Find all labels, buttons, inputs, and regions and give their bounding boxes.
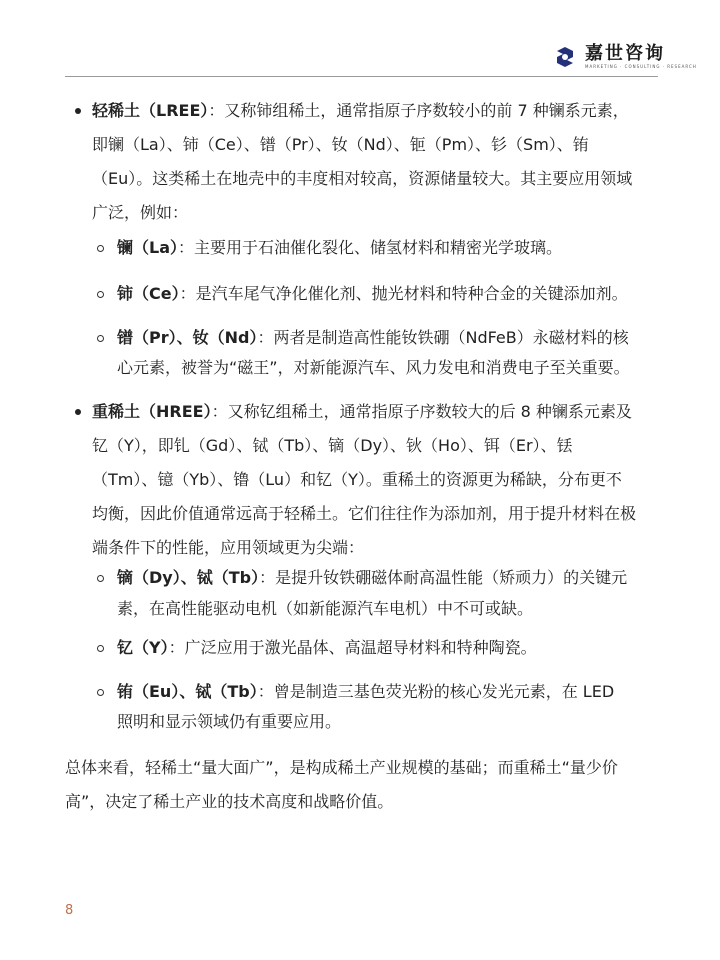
logo-name: 嘉世咨询	[585, 43, 665, 64]
sub-lead: 镨（Pr）、钕（Nd）	[117, 328, 258, 347]
hree-item	[92, 395, 636, 565]
circle-bullet-icon	[97, 335, 104, 342]
text-line: 均衡，因此价值通常远高于轻稀土。它们往往作为添加剂，用于提升材料在极	[92, 504, 637, 523]
text-line: ：曾是制造三基色荧光粉的核心发光元素，在 LED	[257, 682, 615, 701]
circle-bullet-icon	[97, 645, 104, 652]
sub-lead: 镝（Dy）、铽（Tb）	[117, 568, 260, 587]
text-line: 总体来看，轻稀土“量大面广”，是构成稀土产业规模的基础；而重稀土“量少价	[65, 758, 618, 777]
text-line: ：是提升钕铁硼磁体耐高温性能（矫顽力）的关键元	[259, 568, 628, 587]
sub-item-la	[117, 233, 562, 263]
text-line: 照明和显示领域仍有重要应用。	[117, 712, 342, 731]
text-line: ：又称钇组稀土，通常指原子序数较大的后 8 种镧系元素及	[211, 402, 632, 421]
summary-paragraph	[65, 751, 618, 819]
text-line: ：又称铈组稀土，通常指原子序数较小的前 7 种镧系元素，	[208, 101, 629, 120]
header-divider	[65, 76, 658, 77]
sub-lead: 铈（Ce）	[117, 284, 180, 303]
hree-lead: 重稀土（HREE）	[92, 402, 212, 421]
text-line: 即镧（La）、铈（Ce）、镨（Pr）、钕（Nd）、钷（Pm）、钐（Sm）、铕	[92, 135, 589, 154]
bullet-icon	[75, 409, 81, 415]
page-number: 8	[65, 903, 74, 918]
circle-bullet-icon	[97, 689, 104, 696]
bullet-icon	[75, 108, 81, 114]
text-line: （Tm）、镱（Yb）、镥（Lu）和钇（Y）。重稀土的资源更为稀缺，分布更不	[92, 470, 622, 489]
company-logo	[553, 44, 697, 70]
sub-lead: 镧（La）	[117, 238, 178, 257]
text-line: 端条件下的性能，应用领域更为尖端：	[92, 538, 365, 557]
sub-item-dy-tb	[117, 563, 627, 631]
text-line: （Eu）。这类稀土在地壳中的丰度相对较高，资源储量较大。其主要应用领域	[92, 169, 633, 188]
circle-bullet-icon	[97, 291, 104, 298]
text-line: ：两者是制造高性能钕铁硼（NdFeB）永磁材料的核	[257, 328, 629, 347]
sub-item-ce	[117, 279, 628, 309]
circle-bullet-icon	[97, 245, 104, 252]
text-line: 心元素，被誉为“磁王”，对新能源汽车、风力发电和消费电子至关重要。	[117, 358, 630, 377]
sub-lead: 铕（Eu）、铽（Tb）	[117, 682, 258, 701]
sub-item-y	[117, 633, 537, 663]
text-line: 高”，决定了稀土产业的技术高度和战略价值。	[65, 792, 394, 811]
lree-lead: 轻稀土（LREE）	[92, 101, 209, 120]
text-line: 广泛，例如：	[92, 203, 189, 222]
text-line: ：是汽车尾气净化催化剂、抛光材料和特种合金的关键添加剂。	[179, 284, 628, 303]
sub-lead: 钇（Y）	[117, 638, 169, 657]
text-line: 素，在高性能驱动电机（如新能源汽车电机）中不可或缺。	[117, 599, 534, 618]
text-line: ：广泛应用于激光晶体、高温超导材料和特种陶瓷。	[168, 638, 537, 657]
lree-item	[92, 94, 632, 230]
logo-subtitle: MARKETING · CONSULTING · RESEARCH	[585, 64, 697, 69]
text-line: ：主要用于石油催化裂化、储氢材料和精密光学玻璃。	[178, 238, 563, 257]
circle-bullet-icon	[97, 575, 104, 582]
sub-item-eu-tb	[117, 677, 614, 737]
logo-mark-icon	[553, 45, 577, 69]
sub-item-pr-nd	[117, 323, 630, 383]
text-line: 钇（Y），即钆（Gd）、铽（Tb）、镝（Dy）、钬（Ho）、铒（Er）、铥	[92, 436, 573, 455]
